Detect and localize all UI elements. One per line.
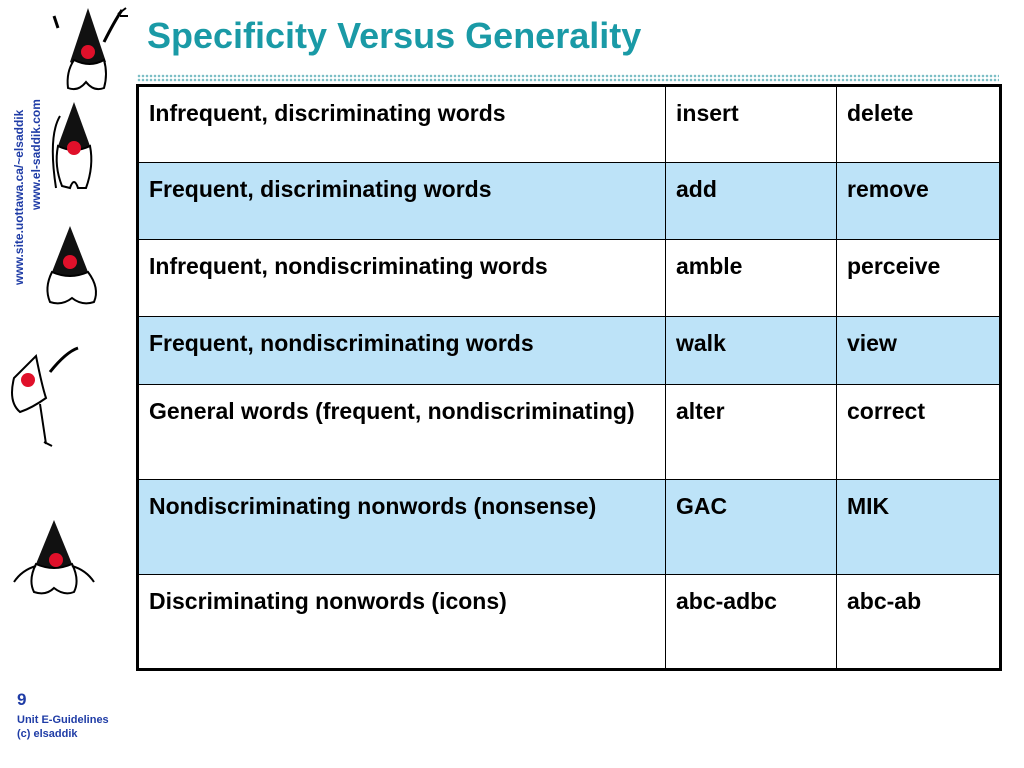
words-table [136, 84, 1002, 671]
duke-mascot-icon [38, 222, 108, 308]
table-cell: Infrequent, discriminating words [138, 86, 666, 163]
table-row [138, 240, 1001, 317]
table-cell: Discriminating nonwords (icons) [138, 575, 666, 670]
table-cell: General words (frequent, nondiscriminating) [138, 385, 666, 480]
table-row [138, 163, 1001, 240]
table-cell: insert [666, 86, 837, 163]
footer-unit: Unit E-Guidelines [17, 714, 109, 726]
slide-footer [17, 690, 109, 741]
duke-mascot-icon [6, 342, 82, 448]
duke-mascot-icon [48, 2, 130, 94]
title-divider [137, 74, 999, 82]
table-cell: abc-adbc [666, 575, 837, 670]
duke-mascot-icon [8, 516, 98, 596]
table-cell: remove [837, 163, 1001, 240]
table-row [138, 317, 1001, 385]
table-cell: Nondiscriminating nonwords (nonsense) [138, 480, 666, 575]
side-url-elsaddik[interactable]: www.el-saddik.com [29, 99, 43, 210]
table-cell: Frequent, discriminating words [138, 163, 666, 240]
table-cell: Frequent, nondiscriminating words [138, 317, 666, 385]
table-cell: abc-ab [837, 575, 1001, 670]
table-cell: correct [837, 385, 1001, 480]
table-cell: Infrequent, nondiscriminating words [138, 240, 666, 317]
table-cell: amble [666, 240, 837, 317]
duke-mascot-icon [44, 96, 106, 196]
table-row [138, 86, 1001, 163]
table-cell: walk [666, 317, 837, 385]
table-cell: perceive [837, 240, 1001, 317]
side-url-uottawa[interactable]: www.site.uottawa.ca/~elsaddik [12, 109, 26, 285]
table-cell: alter [666, 385, 837, 480]
page-number: 9 [17, 690, 27, 709]
table-cell: add [666, 163, 837, 240]
table-cell: view [837, 317, 1001, 385]
table-row [138, 575, 1001, 670]
slide-title: Specificity Versus Generality [147, 15, 642, 56]
footer-copyright: (c) elsaddik [17, 728, 78, 740]
table-row [138, 480, 1001, 575]
table-row [138, 385, 1001, 480]
table-cell: MIK [837, 480, 1001, 575]
table-cell: GAC [666, 480, 837, 575]
table-cell: delete [837, 86, 1001, 163]
